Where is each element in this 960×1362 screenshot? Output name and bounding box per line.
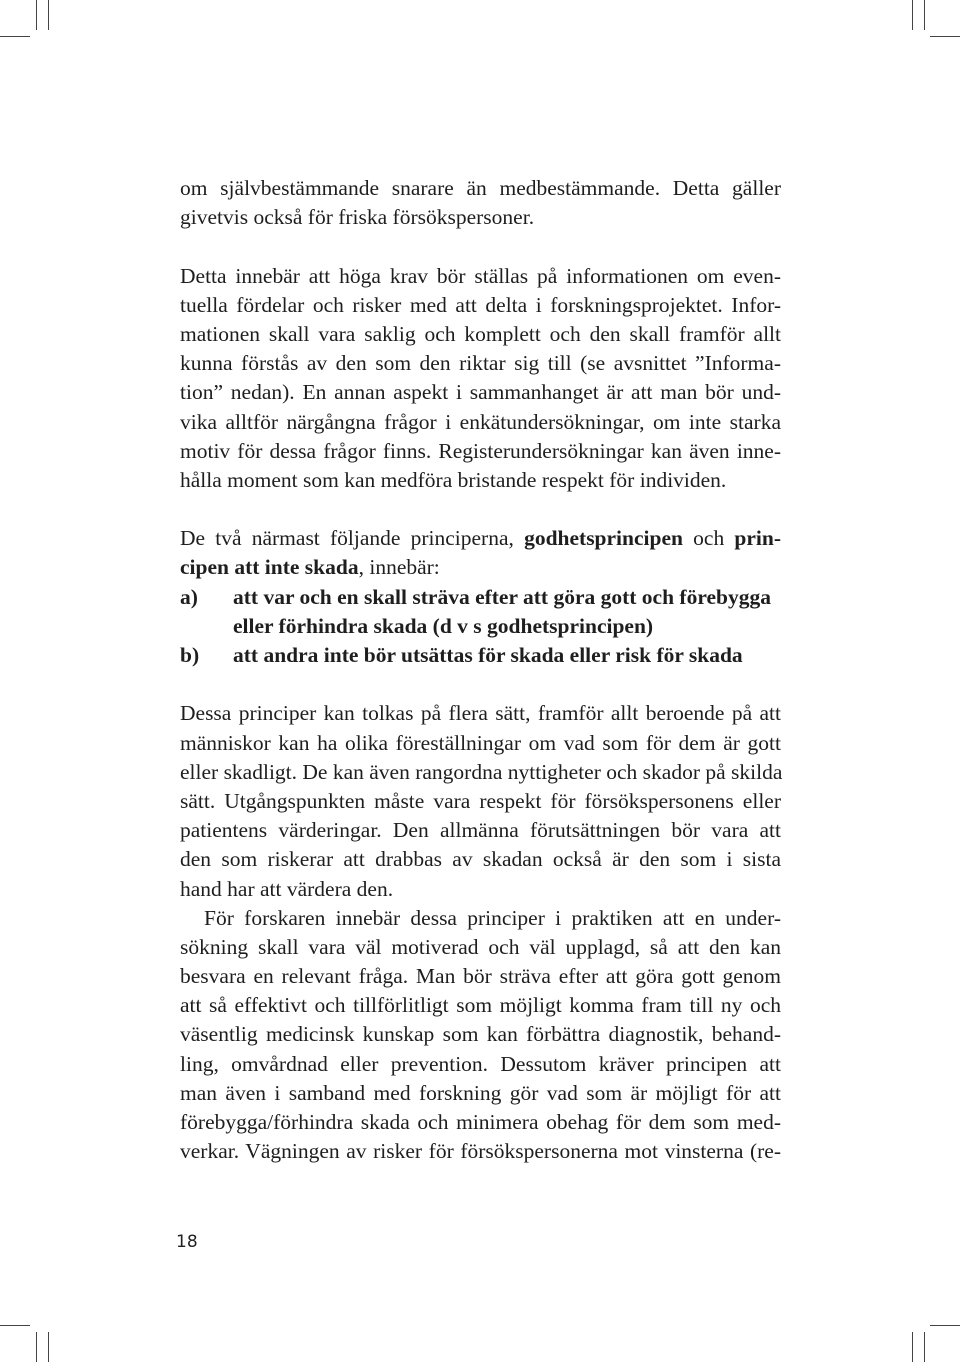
text-line: Detta innebär att höga krav bör ställas på informationen om even- bbox=[180, 263, 781, 288]
crop-mark-bottom-left-v2 bbox=[48, 1332, 49, 1362]
principles-list bbox=[180, 583, 781, 671]
text-line bbox=[180, 524, 781, 553]
paragraph-4 bbox=[180, 904, 781, 1167]
crop-mark-top-left-h bbox=[0, 36, 30, 37]
term-principen-att-inte-skada: prin- bbox=[734, 526, 781, 551]
crop-mark-top-right-h bbox=[930, 36, 960, 37]
intro-text: , innebär: bbox=[358, 555, 440, 580]
intro-text: De två närmast följande principerna, bbox=[180, 526, 525, 551]
list-item-a bbox=[180, 583, 781, 612]
intro-text: och bbox=[682, 526, 735, 551]
crop-mark-top-right-v bbox=[912, 0, 913, 30]
paragraph-1 bbox=[180, 174, 781, 232]
text-line: givetvis också för friska försökspersoner. bbox=[180, 205, 535, 230]
text-line: tuella fördelar och risker med att delta i forskningsprojektet. Infor- bbox=[180, 292, 781, 317]
text-line: man även i samband med forskning gör vad som är möjligt för att bbox=[180, 1080, 781, 1105]
list-item-b bbox=[180, 641, 781, 670]
crop-mark-top-left-v2 bbox=[36, 0, 37, 30]
text-line: För forskaren innebär dessa principer i praktiken att en under- bbox=[204, 905, 781, 930]
text-line: förebygga/förhindra skada och minimera obehag för dem som med- bbox=[180, 1110, 781, 1134]
page-number: 18 bbox=[176, 1232, 198, 1252]
crop-mark-top-right-v2 bbox=[924, 0, 925, 30]
term-godhetsprincipen: godhetsprincipen bbox=[524, 526, 683, 551]
list-text: att andra inte bör utsättas för skada eller risk för skada bbox=[233, 643, 743, 667]
list-label: a) bbox=[180, 584, 198, 609]
term-principen-att-inte-skada: cipen att inte skada bbox=[180, 555, 359, 580]
text-line: Dessa principer kan tolkas på flera sätt, framför allt beroende på att bbox=[180, 701, 781, 726]
list-text: eller förhindra skada (d v s godhetsprincipen) bbox=[233, 613, 654, 638]
crop-mark-bottom-right-v bbox=[912, 1332, 913, 1362]
text-line: att så effektivt och tillförlitligt som möjligt komma fram till ny och bbox=[180, 993, 781, 1018]
list-item-a-continued bbox=[180, 612, 781, 641]
text-line: sätt. Utgångspunkten måste vara respekt för försökspersonens eller bbox=[180, 788, 781, 813]
text-line: tion” nedan). En annan aspekt i sammanhanget är att man bör und- bbox=[180, 380, 781, 405]
text-line: kunna förstås av den som den riktar sig till (se avsnittet ”Informa- bbox=[180, 351, 781, 376]
text-line bbox=[180, 553, 781, 582]
text-line: mationen skall vara saklig och komplett och den skall framför allt bbox=[180, 321, 781, 346]
body-text bbox=[180, 174, 781, 1166]
text-line: eller skadligt. De kan även rangordna nyttigheter och skador på skilda bbox=[180, 759, 783, 784]
principles-intro bbox=[180, 524, 781, 582]
text-line: hand har att värdera den. bbox=[180, 876, 394, 901]
list-label: b) bbox=[180, 643, 200, 667]
crop-mark-bottom-right-v2 bbox=[924, 1332, 925, 1362]
text-line: den som riskerar att drabbas av skadan också är den som i sista bbox=[180, 847, 781, 872]
text-line: ling, omvårdnad eller prevention. Dessutom kräver principen att bbox=[180, 1051, 781, 1076]
text-line: vika alltför närgångna frågor i enkätundersökningar, om inte starka bbox=[180, 409, 781, 434]
text-line: sökning skall vara väl motiverad och väl upplagd, så att den kan bbox=[180, 934, 781, 959]
text-line: människor kan ha olika föreställningar om vad som för dem är gott bbox=[180, 730, 781, 755]
text-line: verkar. Vägningen av risker för försökspersonerna mot vinsterna (re- bbox=[180, 1139, 781, 1164]
crop-mark-bottom-right-h bbox=[930, 1325, 960, 1326]
text-line: patientens värderingar. Den allmänna förutsättningen bör vara att bbox=[180, 818, 781, 843]
paragraph-2 bbox=[180, 262, 781, 496]
text-line: motiv för dessa frågor finns. Registerundersökningar kan även inne- bbox=[180, 438, 781, 463]
list-text: att var och en skall sträva efter att göra gott och förebygga bbox=[233, 584, 771, 609]
crop-mark-bottom-left-h bbox=[0, 1325, 30, 1326]
text-line: besvara en relevant fråga. Man bör sträva efter att göra gott genom bbox=[180, 964, 781, 989]
text-line: hålla moment som kan medföra bristande respekt för individen. bbox=[180, 467, 727, 492]
crop-mark-top-left-v bbox=[48, 0, 49, 30]
paragraph-3 bbox=[180, 699, 781, 903]
text-line: om självbestämmande snarare än medbestämmande. Detta gäller bbox=[180, 176, 781, 200]
text-line: väsentlig medicinsk kunskap som kan förbättra diagnostik, behand- bbox=[180, 1022, 781, 1047]
crop-mark-bottom-left-v bbox=[36, 1332, 37, 1362]
